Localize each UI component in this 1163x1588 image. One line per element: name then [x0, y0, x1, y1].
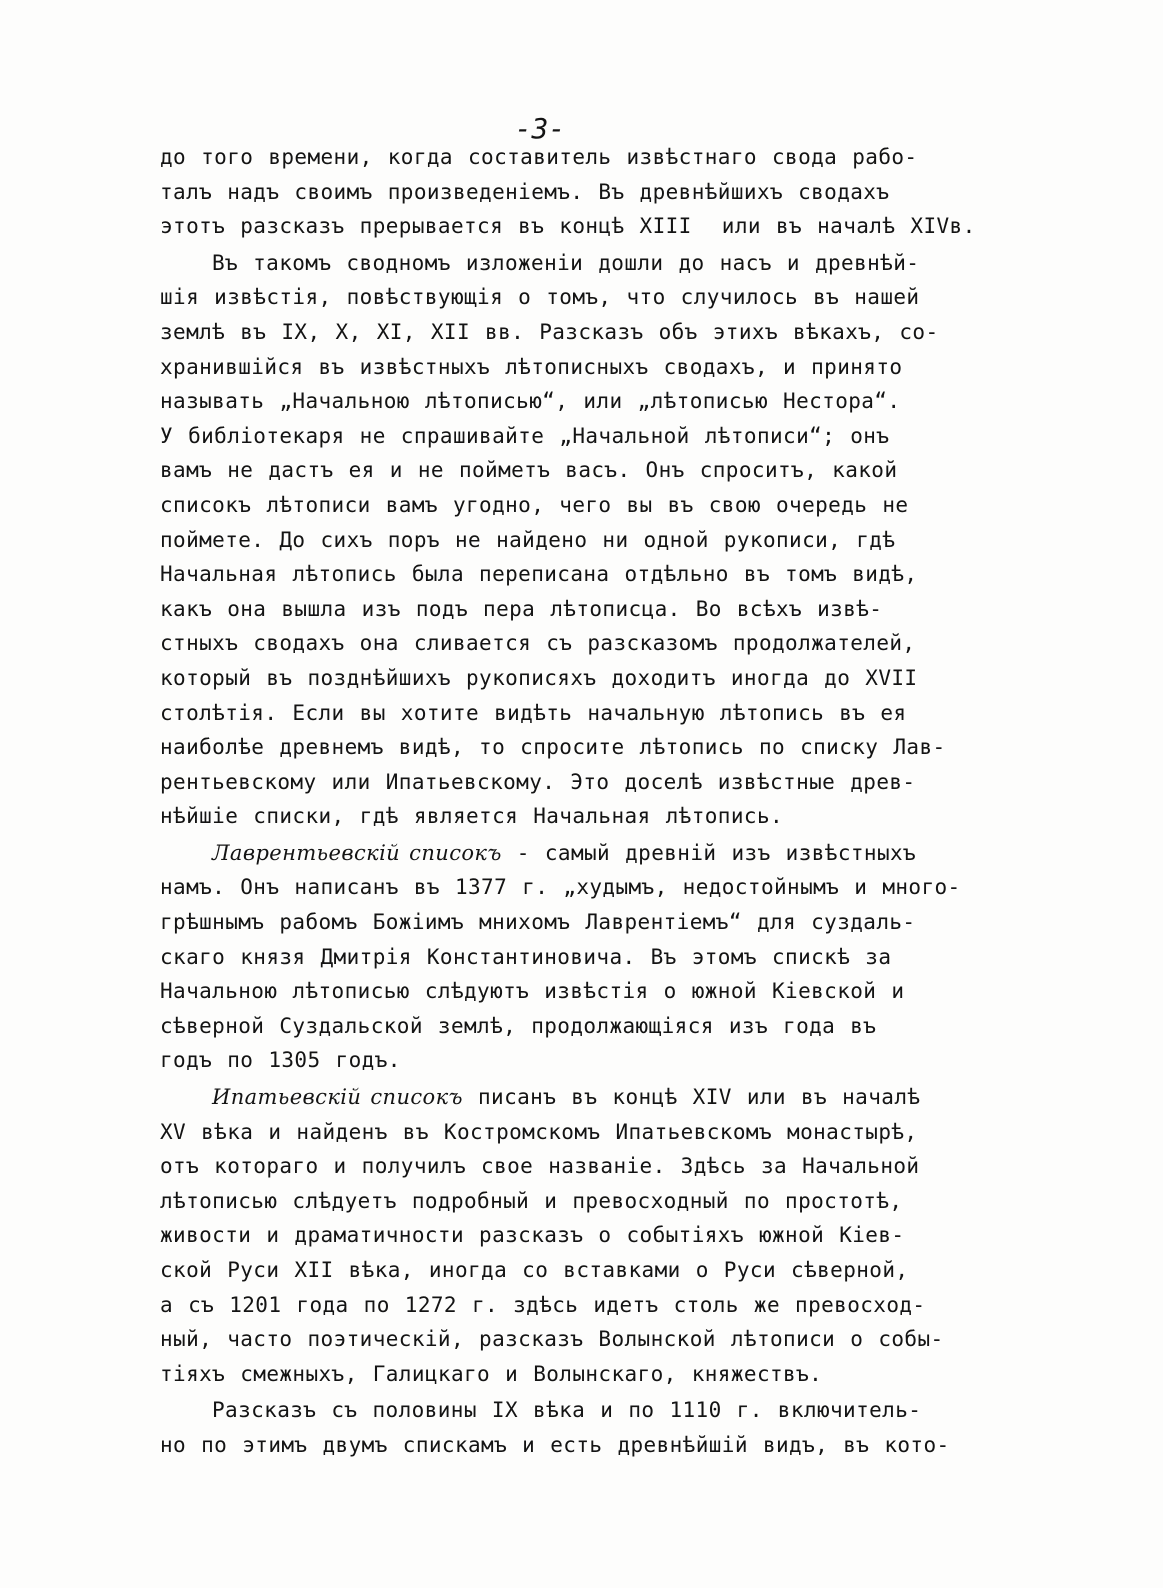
paragraph-2 [160, 246, 990, 834]
text-line: но по этимъ двумъ спискамъ и есть древнѣйшiй видъ, въ кото- [160, 1432, 950, 1457]
text-line: ской Руси XII вѣка, иногда со вставками о Руси сѣверной, [160, 1258, 909, 1282]
text-line: нѣйшiе списки, гдѣ является Начальная лѣтопись. [160, 804, 784, 829]
text-line: Въ такомъ сводномъ изложенiи дошли до насъ и древнѣй- [212, 250, 920, 275]
text-line: списокъ лѣтописи вамъ угодно, чего вы въ свою очередь не [160, 492, 909, 517]
paragraph-3 [160, 836, 990, 1078]
text-line: называть „Начальною лѣтописью“, или „лѣтописью Нестора“. [160, 389, 901, 414]
italic-heading-lavrentiev: Лаврентьевскiй списокъ [212, 840, 502, 865]
text-line: стныхъ сводахъ она сливается съ разсказомъ продолжателей, [160, 631, 916, 656]
paragraph-5 [160, 1393, 990, 1462]
text-line: хранившiйся въ извѣстныхъ лѣтописныхъ сводахъ, и принято [160, 354, 903, 379]
paragraph-4 [160, 1080, 990, 1391]
text-line: вамъ не дастъ ея и не пойметъ васъ. Онъ спроситъ, какой [160, 458, 898, 483]
page-number: -3- [514, 112, 566, 145]
text-line: скаго князя Дмитрiя Константиновича. Въ этомъ спискѣ за [160, 944, 892, 969]
text-line: отъ котораго и получилъ свое названiе. Здѣсь за Начальной [160, 1154, 920, 1179]
text-line: поймете. До сихъ поръ не найдено ни одной рукописи, гдѣ [160, 527, 896, 552]
text-line: Начальная лѣтопись была переписана отдѣльно въ томъ видѣ, [160, 562, 918, 587]
text-line: до того времени, когда составитель извѣстнаго свода рабо- [160, 145, 918, 169]
text-line: грѣшнымъ рабомъ Божiимъ мнихомъ Лаврентiемъ“ для суздаль- [160, 910, 916, 935]
text-line: сѣверной Суздальской землѣ, продолжающiяся изъ года въ [160, 1013, 877, 1038]
text-line: живости и драматичности разсказъ о событiяхъ южной Кiев- [160, 1223, 905, 1248]
paragraph-1 [160, 140, 990, 244]
text-line: столѣтiя. Если вы хотите видѣть начальную лѣтопись въ ея [160, 700, 907, 725]
text-line: У библiотекаря не спрашивайте „Начальной лѣтописи“; онъ [160, 423, 890, 448]
text-line: шiя извѣстiя, повѣствующiя о томъ, что случилось въ нашей [160, 285, 920, 310]
text-line: Разсказъ съ половины IX вѣка и по 1110 г. включитель- [212, 1398, 922, 1423]
text-fragment: писанъ въ концѣ XIV или въ началѣ [462, 1085, 921, 1110]
text-line: землѣ въ IX, X, XI, XII вв. Разсказъ объ этихъ вѣкахъ, со- [160, 319, 939, 344]
text-line: тiяхъ смежныхъ, Галицкаго и Волынскаго, княжествъ. [160, 1361, 823, 1386]
text-line [160, 1080, 990, 1115]
text-line: а съ 1201 года по 1272 г. здѣсь идетъ столь же превосход- [160, 1292, 926, 1317]
text-line: Начальною лѣтописью слѣдуютъ извѣстiя о южной Кiевской и [160, 979, 905, 1004]
text-line: рентьевскому или Ипатьевскому. Это доселѣ извѣстные древ- [160, 769, 916, 794]
text-line: этотъ разсказъ прерывается въ концѣ XIII или въ началѣ XIVв. [160, 214, 976, 239]
text-line: годъ по 1305 годъ. [160, 1048, 401, 1073]
text-line: талъ надъ своимъ произведенiемъ. Въ древнѣйшихъ сводахъ [160, 179, 890, 204]
body-text [160, 140, 990, 1463]
italic-heading-ipatiev: Ипатьевскiй списокъ [212, 1085, 463, 1110]
text-line: намъ. Онъ написанъ въ 1377 г. „худымъ, недостойнымъ и много- [160, 875, 961, 900]
text-line: лѣтописью слѣдуетъ подробный и превосходный по простотѣ, [160, 1188, 903, 1213]
text-line: наиболѣе древнемъ видѣ, то спросите лѣтопись по списку Лав- [160, 735, 946, 760]
text-line [160, 836, 990, 871]
text-line: XV вѣка и найденъ въ Костромскомъ Ипатьевскомъ монастырѣ, [160, 1119, 918, 1144]
text-line: ный, часто поэтическiй, разсказъ Волынской лѣтописи о собы- [160, 1327, 944, 1352]
text-line: какъ она вышла изъ подъ пера лѣтописца. Во всѣхъ извѣ- [160, 596, 883, 621]
text-line: который въ позднѣйшихъ рукописяхъ доходитъ иногда до XVII [160, 665, 918, 690]
text-fragment: - самый древнiй изъ извѣстныхъ [501, 840, 917, 865]
